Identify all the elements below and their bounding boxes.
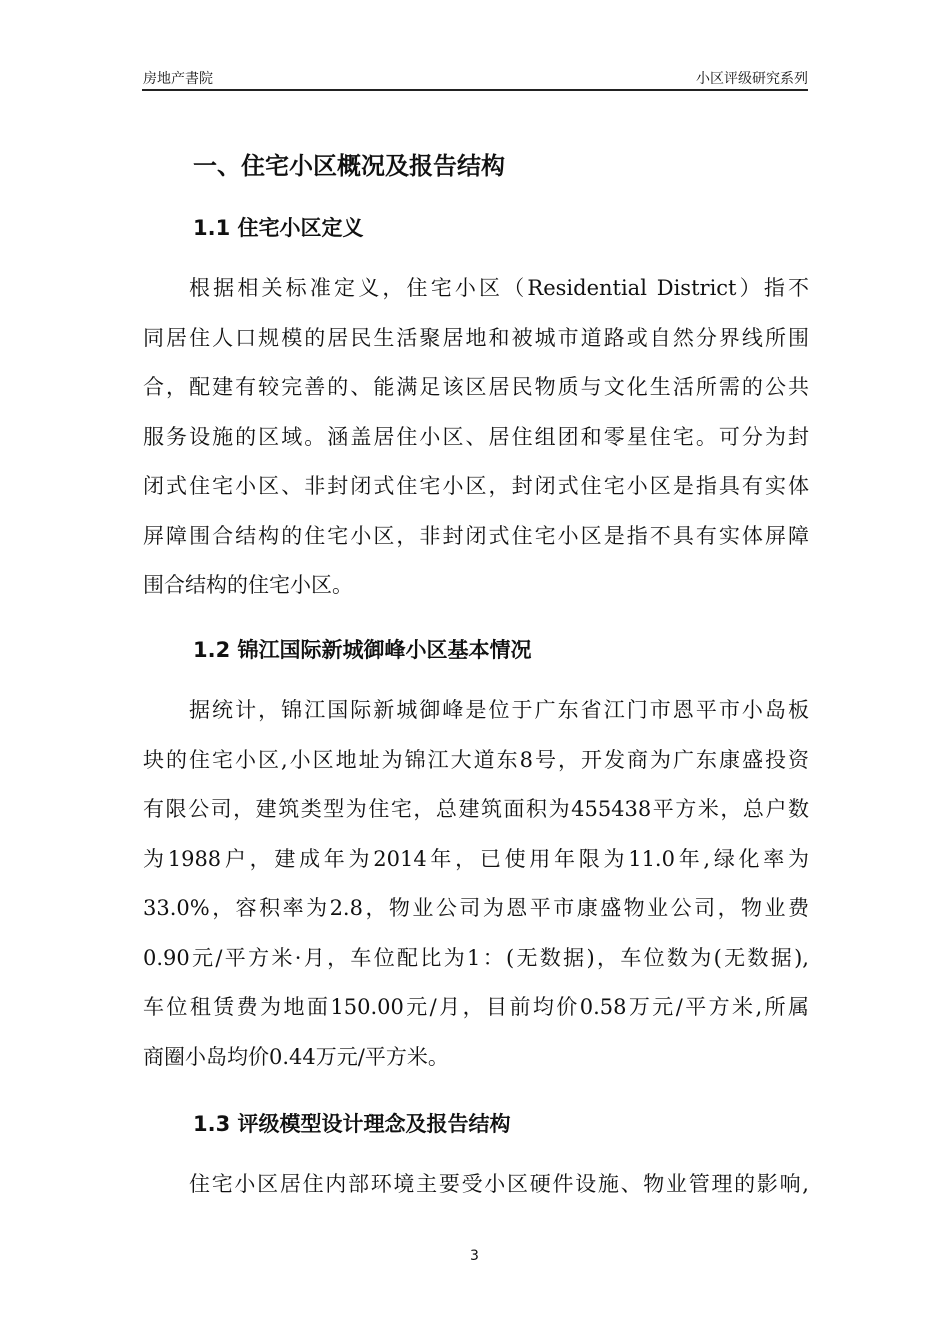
text-line: 0.90元/平方米·月，车位配比为1：(无数据)，车位数为(无数据), — [143, 945, 809, 970]
text-line: 块的住宅小区,小区地址为锦江大道东8号，开发商为广东康盛投资 — [143, 747, 809, 772]
header-right: 小区评级研究系列 — [696, 71, 808, 87]
text-line: 合，配建有较完善的、能满足该区居民物质与文化生活所需的公共 — [143, 375, 809, 399]
section-heading: 一、住宅小区概况及报告结构 — [193, 152, 505, 180]
text-line: 根据相关标准定义，住宅小区（Residential District）指不 — [189, 276, 809, 300]
text-line: 33.0%，容积率为2.8，物业公司为恩平市康盛物业公司，物业费 — [143, 896, 809, 920]
text-line: 为1988户，建成年为2014年，已使用年限为11.0年,绿化率为 — [143, 846, 809, 871]
text-line: 同居住人口规模的居民生活聚居地和被城市道路或自然分界线所围 — [143, 325, 809, 350]
paragraph-definition — [143, 264, 809, 611]
paragraph-model-design — [143, 1160, 809, 1210]
text-line: 屏障围合结构的住宅小区，非封闭式住宅小区是指不具有实体屏障 — [143, 523, 809, 548]
text-line: 据统计，锦江国际新城御峰是位于广东省江门市恩平市小岛板 — [189, 698, 809, 722]
text-line: 有限公司，建筑类型为住宅，总建筑面积为455438平方米，总户数 — [143, 797, 809, 821]
text-line: 闭式住宅小区、非封闭式住宅小区，封闭式住宅小区是指具有实体 — [143, 474, 809, 498]
text-line: 住宅小区居住内部环境主要受小区硬件设施、物业管理的影响, — [189, 1172, 809, 1196]
subsection-heading-1-1: 1.1 住宅小区定义 — [193, 216, 364, 240]
paragraph-basic-info — [143, 686, 809, 1082]
subsection-heading-1-3: 1.3 评级模型设计理念及报告结构 — [193, 1112, 511, 1136]
text-line: 服务设施的区域。涵盖居住小区、居住组团和零星住宅。可分为封 — [143, 424, 809, 449]
text-line: 车位租赁费为地面150.00元/月，目前均价0.58万元/平方米,所属 — [143, 995, 809, 1019]
page-number: 3 — [470, 1248, 479, 1264]
text-line: 商圈小岛均价0.44万元/平方米。 — [143, 1044, 449, 1069]
text-line: 围合结构的住宅小区。 — [143, 573, 353, 597]
header-left: 房地产書院 — [143, 71, 213, 87]
subsection-heading-1-2: 1.2 锦江国际新城御峰小区基本情况 — [193, 638, 532, 662]
header-rule — [142, 89, 808, 91]
